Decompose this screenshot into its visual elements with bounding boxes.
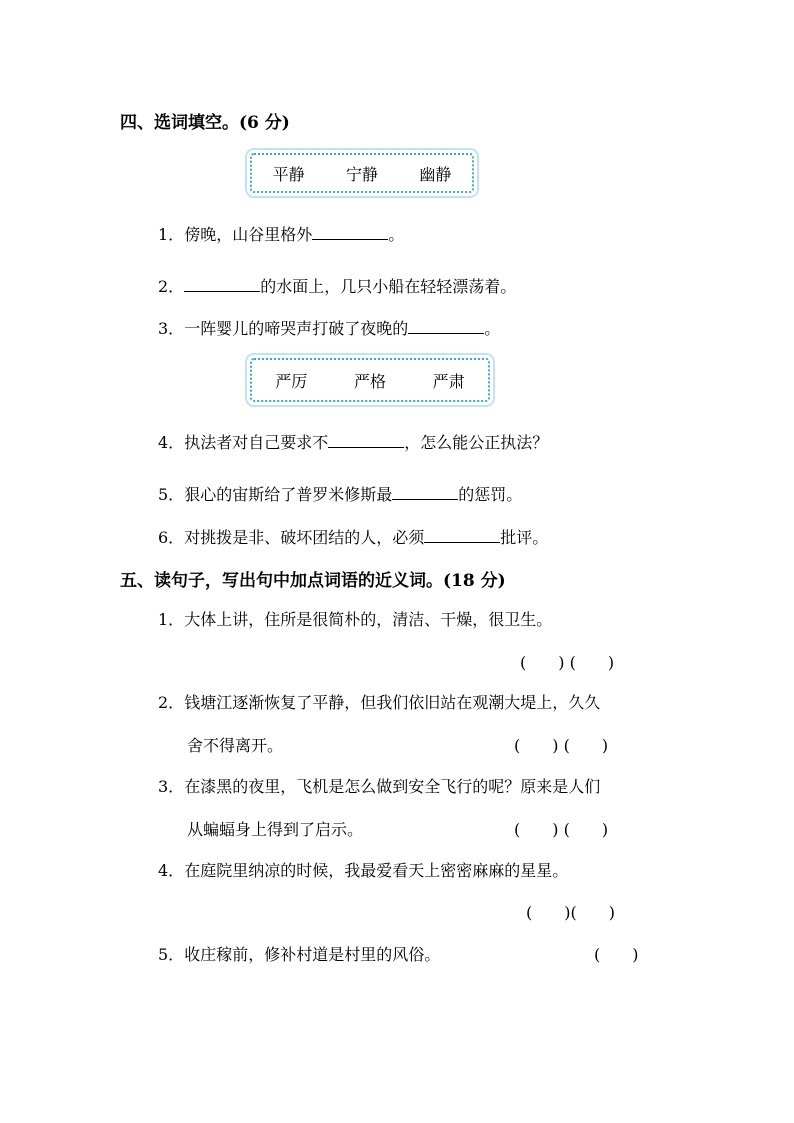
word-option: 严格 xyxy=(353,371,386,391)
word-option: 平静 xyxy=(272,164,305,184)
question-4-3: 3．一阵婴儿的啼哭声打破了夜晚的 。 xyxy=(158,319,501,338)
question-5-2-cont: 舍不得离开。 xyxy=(187,736,284,755)
answer-parens-5-3[interactable]: ( ) ( ) xyxy=(514,820,609,839)
answer-parens-5-4[interactable]: ( )( ) xyxy=(526,903,615,922)
answer-blank[interactable] xyxy=(424,526,500,543)
question-4-5: 5．狠心的宙斯给了普罗米修斯最 的惩罚。 xyxy=(158,485,523,504)
question-5-3-cont: 从蝙蝠身上得到了启示。 xyxy=(187,820,364,839)
answer-parens-5-1[interactable]: ( ) ( ) xyxy=(520,653,615,672)
answer-blank[interactable] xyxy=(408,317,484,334)
section4-title: 四、选词填空。(6 分) xyxy=(120,113,290,133)
word-option: 幽静 xyxy=(419,164,452,184)
question-5-5: 5．收庄稼前，修补村道是村里的风俗。 xyxy=(158,945,441,964)
word-option: 严肃 xyxy=(432,371,465,391)
question-4-4: 4．执法者对自己要求不 ，怎么能公正执法？ xyxy=(158,433,549,452)
answer-blank[interactable] xyxy=(392,483,458,500)
question-5-4: 4．在庭院里纳凉的时候，我最爱看天上密密麻麻的星星。 xyxy=(158,861,569,880)
section5-title: 五、读句子，写出句中加点词语的近义词。(18 分) xyxy=(120,571,506,591)
word-box-2 xyxy=(250,358,490,402)
answer-parens-5-5[interactable]: ( ) xyxy=(594,945,639,964)
word-option: 严厉 xyxy=(275,371,308,391)
word-box-1 xyxy=(250,153,474,193)
answer-blank[interactable] xyxy=(328,431,404,448)
question-5-1: 1．大体上讲，住所是很简朴的，清洁、干燥，很卫生。 xyxy=(158,610,553,629)
word-option: 宁静 xyxy=(345,164,378,184)
answer-parens-5-2[interactable]: ( ) ( ) xyxy=(514,736,609,755)
question-5-3: 3．在漆黑的夜里，飞机是怎么做到安全飞行的呢？原来是人们 xyxy=(158,777,601,796)
question-4-6: 6．对挑拨是非、破坏团结的人，必须 批评。 xyxy=(158,528,549,547)
answer-blank[interactable] xyxy=(184,275,260,292)
question-4-2: 2． 的水面上，几只小船在轻轻漂荡着。 xyxy=(158,277,517,296)
question-4-1: 1．傍晚，山谷里格外 。 xyxy=(158,225,405,244)
question-5-2: 2．钱塘江逐渐恢复了平静，但我们依旧站在观潮大堤上，久久 xyxy=(158,693,601,712)
answer-blank[interactable] xyxy=(312,223,388,240)
